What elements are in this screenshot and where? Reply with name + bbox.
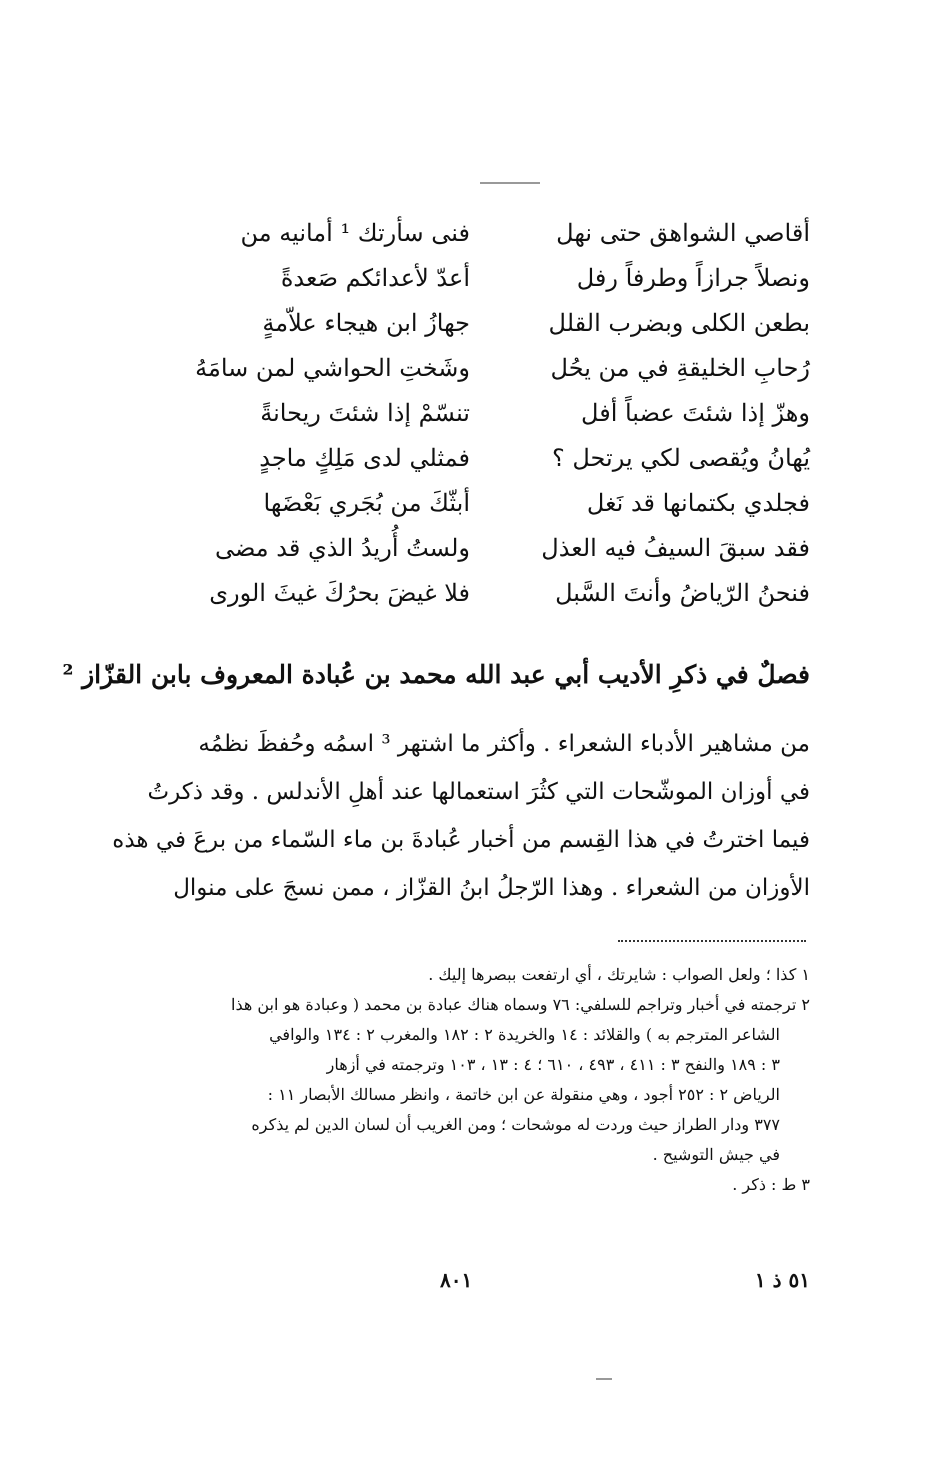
verse-second-hemistich: ونصلاً جرازاً وطرفاً رفل — [576, 263, 810, 292]
verse-first-hemistich: فمثلي لدى مَلِكٍ ماجدٍ — [259, 443, 470, 472]
footnote-line: ٣ : ١٨٩ والنفح ٣ : ٤١١ ، ٤٩٣ ، ٦١٠ ؛ ٤ : ١٣ ، ١٠٣ وترجمته في أزهار — [326, 1055, 780, 1074]
footnote-separator — [618, 940, 806, 942]
body-paragraph — [112, 720, 810, 912]
verse-first-hemistich: تنسّمْ إذا شئتَ ريحانةً — [260, 398, 470, 427]
poem-verse — [160, 390, 810, 435]
footnote-line: في جيش التوشيح . — [652, 1145, 780, 1164]
poem-verse — [160, 300, 810, 345]
footnote-line: ٢ ترجمته في أخبار وتراجم للسلفي: ٧٦ وسماه هناك عبادة بن محمد ( وعبادة هو ابن هذا — [231, 995, 810, 1014]
verse-second-hemistich: يُهانُ ويُقصى لكي يرتحل ؟ — [552, 443, 810, 472]
page-footer — [440, 1268, 810, 1298]
verse-first-hemistich: أعدّ لأعدائكم صَعدةً — [280, 263, 470, 292]
signature-mark: ٥١ ذ ١ — [754, 1268, 810, 1292]
poem-verse — [160, 210, 810, 255]
verse-first-hemistich: ولستُ أُريدُ الذي قد مضى — [214, 533, 470, 562]
verse-first-hemistich: جهازُ ابن هيجاء علاّمةٍ — [262, 308, 470, 337]
page-number: ٨٠١ — [440, 1268, 473, 1292]
paragraph-line: الأوزان من الشعراء . وهذا الرّجلُ ابنُ القزّاز ، ممن نسجَ على منوال — [173, 875, 810, 901]
scan-mark-bottom — [596, 1378, 612, 1380]
verse-second-hemistich: فجلدي بكتمانها قد نَغل — [586, 488, 810, 517]
section-heading: فصلٌ في ذكرِ الأديب أبي عبد الله محمد بن عُبادة المعروف بابن القزّاز ² — [62, 660, 810, 689]
verse-second-hemistich: بطعن الكلى وبضرب القلل — [548, 308, 810, 337]
footnote-line: الرياض ٢ : ٢٥٢ أجود ، وهي منقولة عن ابن خاتمة ، وانظر مسالك الأبصار ١١ : — [267, 1085, 780, 1104]
poem-verse — [160, 345, 810, 390]
footnote-line: ٣ ط : ذكر . — [732, 1175, 810, 1194]
verse-second-hemistich: وهزّ إذا شئتَ عضباً أفل — [581, 398, 810, 427]
verse-first-hemistich: فنى سأرتك ¹ أمانيه من — [240, 218, 470, 247]
footnote-line: ١ كذا ؛ ولعل الصواب : شايرتك ، أي ارتفعت ببصرها إليك . — [428, 965, 810, 984]
poem-verse — [160, 435, 810, 480]
poem-verse — [160, 480, 810, 525]
verse-first-hemistich: أبثّكَ من بُجَري بَعْضَها — [263, 488, 470, 517]
verse-first-hemistich: فلا غيضَ بحرُكَ غيثَ الورى — [209, 578, 470, 607]
poem-verse — [160, 525, 810, 570]
paragraph-line: من مشاهير الأدباء الشعراء . وأكثر ما اشتهر ³ اسمُه وحُفظَ نظمُه — [198, 731, 810, 757]
verse-second-hemistich: فقد سبقَ السيفُ فيه العذل — [541, 533, 810, 562]
verse-second-hemistich: فنحنُ الرّياضُ وأنتَ السَّبل — [555, 578, 810, 607]
poem-verse — [160, 255, 810, 300]
paragraph-line: فيما اخترتُ في هذا القِسم من أخبار عُبادةَ بن ماء السّماء من برعَ في هذه — [112, 827, 810, 853]
verse-second-hemistich: رُحابِ الخليقةِ في من يحُل — [550, 353, 810, 382]
verse-first-hemistich: وشَختِ الحواشي لمن سامَهُ — [195, 353, 470, 382]
poem-verse — [160, 570, 810, 615]
paragraph-line: في أوزان الموشّحات التي كثُرَ استعمالها عند أهلِ الأندلس . وقد ذكرتُ — [147, 779, 810, 805]
footnotes — [130, 960, 810, 1200]
footnote-line: ٣٧٧ ودار الطراز حيث وردت له موشحات ؛ ومن الغريب أن لسان الدين لم يذكره — [251, 1115, 780, 1134]
scan-mark-top — [480, 182, 540, 184]
footnote-line: الشاعر المترجم به ) والقلائد : ١٤ والخريدة ٢ : ١٨٢ والمغرب ٢ : ١٣٤ والوافي — [269, 1025, 780, 1044]
poem — [160, 210, 810, 615]
verse-second-hemistich: أقاصي الشواهق حتى نهل — [556, 218, 810, 247]
